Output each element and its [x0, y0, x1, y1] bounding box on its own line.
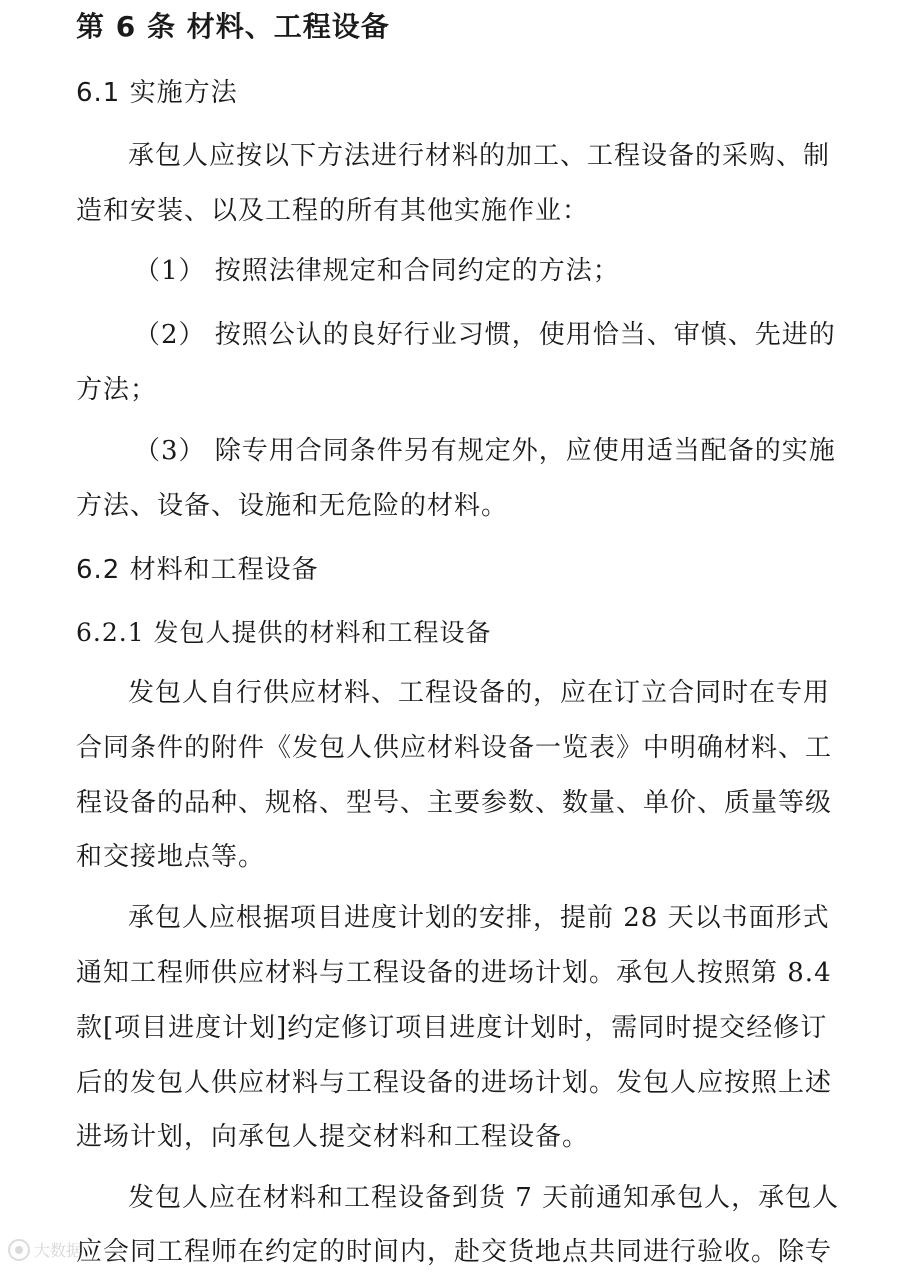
- paragraph-2-line-5: 进场计划，向承包人提交材料和工程设备。: [76, 1122, 590, 1152]
- paragraph-1-line-4: 和交接地点等。: [76, 842, 266, 872]
- section-6-2-title: 6.2 材料和工程设备: [76, 555, 319, 585]
- paragraph-1-line-3: 程设备的品种、规格、型号、主要参数、数量、单价、质量等级: [76, 788, 833, 818]
- section-6-1-title: 6.1 实施方法: [76, 78, 238, 108]
- paragraph-3-line-2: 应会同工程师在约定的时间内，赴交货地点共同进行验收。除专: [76, 1237, 833, 1267]
- paragraph-2-line-1: 承包人应根据项目进度计划的安排，提前 28 天以书面形式: [128, 903, 830, 933]
- s61-item-1: （1） 按照法律规定和合同约定的方法；: [134, 256, 620, 286]
- watermark-text: 大数据: [34, 1241, 83, 1260]
- section-6-2-1-title: 6.2.1 发包人提供的材料和工程设备: [76, 618, 492, 647]
- s61-item-3-line-1: （3） 除专用合同条件另有规定外，应使用适当配备的实施: [134, 436, 836, 466]
- paragraph-3-line-1: 发包人应在材料和工程设备到货 7 天前通知承包人，承包人: [128, 1183, 840, 1213]
- s61-item-2-line-2: 方法；: [76, 375, 158, 405]
- paragraph-2-line-4: 后的发包人供应材料与工程设备的进场计划。发包人应按照上述: [76, 1068, 833, 1098]
- watermark: [8, 1238, 82, 1261]
- article-title: 第 6 条 材料、工程设备: [76, 10, 390, 43]
- s61-item-2-line-1: （2） 按照公认的良好行业习惯，使用恰当、审慎、先进的: [134, 320, 836, 350]
- paragraph-2-line-2: 通知工程师供应材料与工程设备的进场计划。承包人按照第 8.4: [76, 958, 832, 988]
- paragraph-1-line-2: 合同条件的附件《发包人供应材料设备一览表》中明确材料、工: [76, 733, 833, 763]
- watermark-logo-icon: [8, 1239, 30, 1261]
- s61-item-3-line-2: 方法、设备、设施和无危险的材料。: [76, 491, 509, 521]
- s61-intro-line-2: 造和安装、以及工程的所有其他实施作业：: [76, 196, 590, 226]
- s61-intro-line-1: 承包人应按以下方法进行材料的加工、工程设备的采购、制: [128, 141, 831, 171]
- paragraph-1-line-1: 发包人自行供应材料、工程设备的，应在订立合同时在专用: [128, 678, 831, 708]
- paragraph-2-line-3: 款[项目进度计划]约定修订项目进度计划时，需同时提交经修订: [76, 1013, 828, 1043]
